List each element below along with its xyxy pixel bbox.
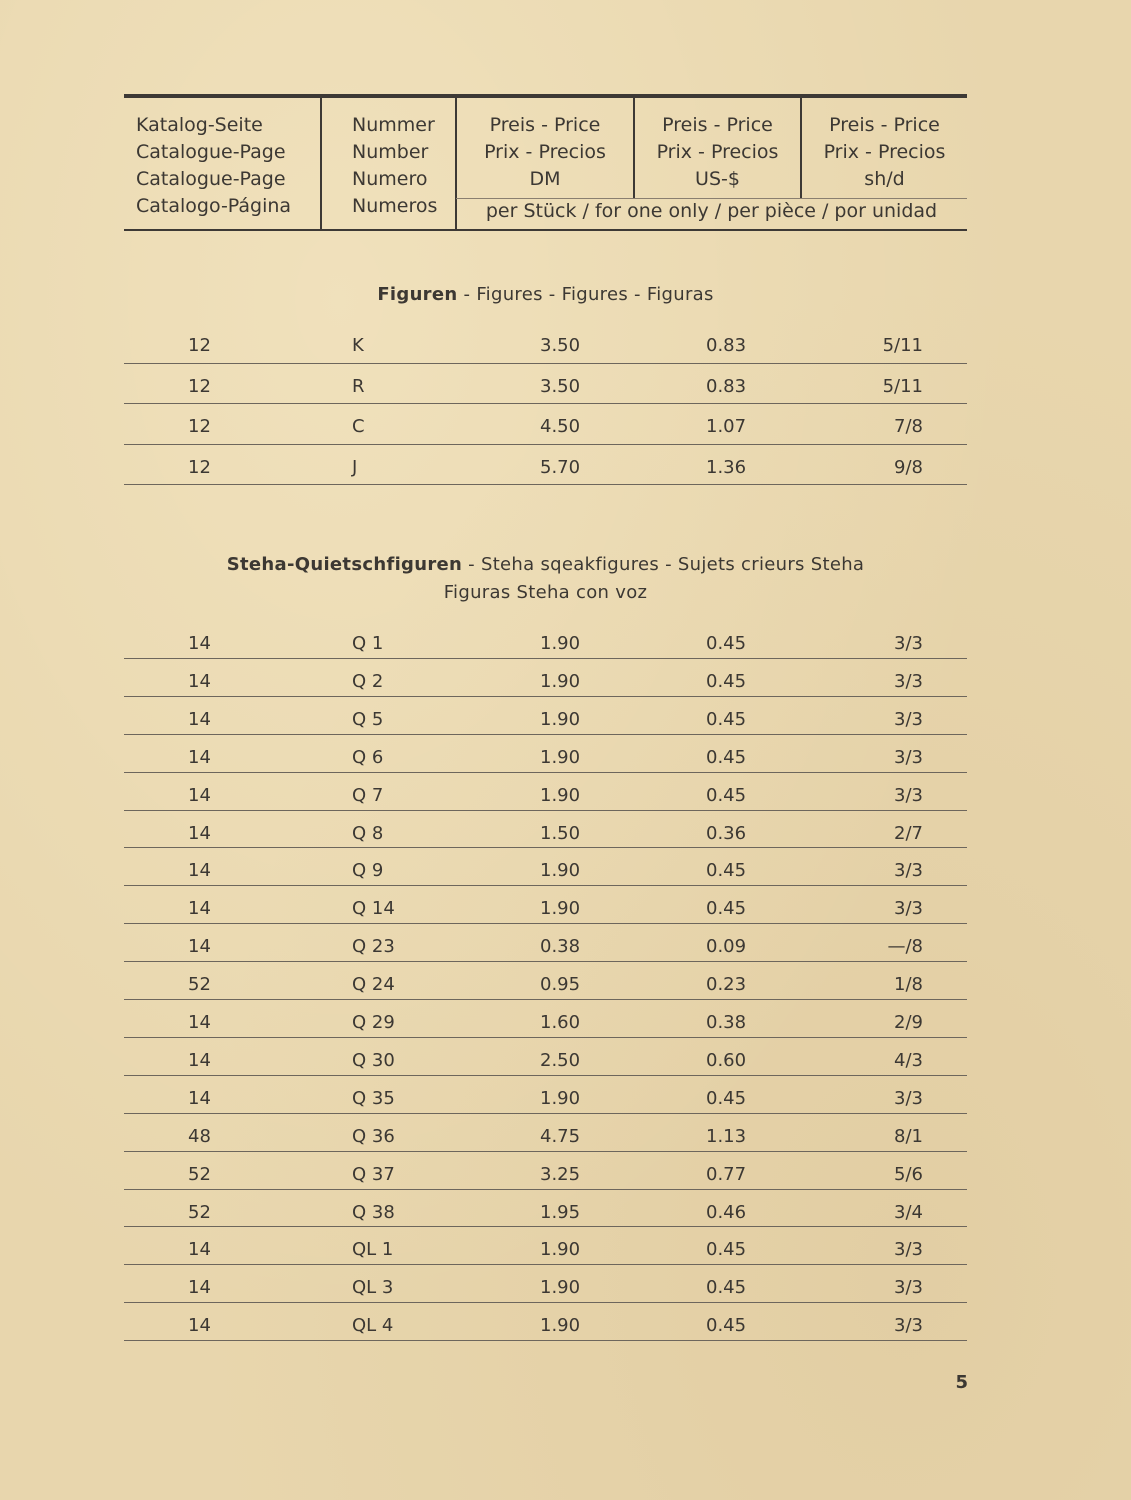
cell-dm: 4.75 (540, 1125, 581, 1147)
cell-sh: 3/3 (894, 1277, 923, 1299)
row-rule (124, 772, 967, 773)
cell-dm: 1.90 (540, 1239, 581, 1261)
cell-sh: 2/9 (894, 1012, 923, 1033)
header-line: Catalogo-Página (136, 195, 292, 217)
section-title-bold: Steha-Quietschfiguren (226, 554, 463, 575)
cell-number: Q 5 (352, 708, 384, 730)
cell-us: 0.45 (706, 860, 747, 882)
section-title-rest: - Figures - Figures - Figuras (457, 284, 714, 305)
cell-sh: 5/6 (894, 1163, 923, 1185)
header-number-column (352, 112, 437, 220)
row-rule (124, 847, 967, 848)
cell-number: Q 35 (352, 1087, 395, 1109)
section-title-bold: Figuren (377, 284, 458, 305)
cell-us: 0.46 (706, 1201, 747, 1223)
header-dm-column (458, 112, 632, 193)
cell-sh: 1/8 (894, 974, 923, 996)
row-rule (124, 1264, 967, 1265)
cell-dm: 0.95 (540, 974, 581, 996)
header-thin-rule (456, 198, 967, 199)
cell-page: 12 (188, 335, 211, 356)
header-per-unit: per Stück / for one only / per pièce / por unidad (485, 200, 938, 222)
row-rule (124, 363, 967, 364)
table-row (124, 633, 967, 671)
row-rule (124, 1037, 967, 1038)
cell-number: K (352, 335, 364, 356)
row-rule (124, 403, 967, 404)
header-line: Number (352, 141, 429, 163)
cell-dm: 0.38 (540, 936, 581, 958)
header-line: Katalog-Seite (136, 114, 263, 136)
cell-us: 0.45 (706, 1277, 747, 1299)
cell-dm: 1.90 (540, 860, 581, 882)
table-row (124, 936, 967, 974)
cell-sh: 5/11 (882, 375, 923, 397)
cell-page: 14 (188, 822, 211, 844)
cell-page: 52 (188, 1201, 211, 1223)
cell-dm: 1.90 (540, 670, 581, 692)
table-row (124, 1050, 967, 1088)
header-line: Numeros (352, 195, 438, 217)
cell-us: 0.83 (706, 375, 747, 397)
cell-page: 52 (188, 974, 211, 996)
cell-number: C (352, 416, 365, 438)
cell-page: 14 (188, 670, 211, 692)
row-rule (124, 696, 967, 697)
table-row (124, 709, 967, 747)
cell-us: 1.13 (706, 1125, 747, 1147)
table-row (124, 1239, 967, 1277)
cell-sh: 9/8 (894, 456, 923, 478)
cell-sh: 3/3 (894, 1087, 923, 1109)
cell-sh: 3/3 (894, 898, 923, 920)
header-line: Preis - Price (489, 114, 601, 136)
row-rule (124, 1189, 967, 1190)
row-rule (124, 961, 967, 962)
row-rule (124, 1151, 967, 1152)
row-rule (124, 734, 967, 735)
cell-page: 14 (188, 1049, 211, 1071)
row-rule (124, 1075, 967, 1076)
header-line: Prix - Precios (656, 141, 779, 163)
header-line: US-$ (695, 168, 740, 190)
cell-page: 14 (188, 633, 211, 654)
header-line: Prix - Precios (823, 141, 946, 163)
table-row (124, 1012, 967, 1050)
header-sh-column (802, 112, 967, 193)
cell-page: 14 (188, 898, 211, 920)
row-rule (124, 923, 967, 924)
cell-number: Q 7 (352, 784, 384, 806)
cell-dm: 2.50 (540, 1049, 581, 1071)
cell-dm: 3.50 (540, 335, 581, 356)
row-rule (124, 1113, 967, 1114)
row-rule (124, 1340, 967, 1341)
cell-page: 52 (188, 1163, 211, 1185)
cell-number: J (352, 456, 358, 478)
header-line: Preis - Price (829, 114, 940, 136)
header-page-column (136, 112, 291, 220)
table-row (124, 1088, 967, 1126)
table-row (124, 1202, 967, 1240)
cell-us: 0.45 (706, 633, 747, 654)
header-bottom-rule (124, 229, 967, 231)
cell-page: 14 (188, 1239, 211, 1261)
cell-sh: 3/3 (894, 670, 923, 692)
cell-dm: 1.90 (540, 898, 581, 920)
row-rule (124, 885, 967, 886)
table-row (124, 1126, 967, 1164)
table-row (124, 671, 967, 709)
cell-sh: 3/3 (894, 746, 923, 768)
row-rule (124, 1226, 967, 1227)
cell-dm: 1.90 (540, 708, 581, 730)
header-line: Nummer (352, 114, 435, 136)
cell-number: QL 1 (352, 1239, 394, 1261)
cell-us: 1.07 (706, 416, 747, 438)
cell-sh: —/8 (887, 936, 923, 958)
cell-dm: 3.25 (540, 1163, 581, 1185)
cell-number: Q 38 (352, 1201, 395, 1223)
cell-us: 0.23 (706, 974, 747, 996)
cell-number: Q 29 (352, 1012, 395, 1033)
cell-page: 14 (188, 1012, 211, 1033)
table-row (124, 785, 967, 823)
cell-page: 48 (188, 1125, 211, 1147)
cell-number: R (352, 375, 365, 397)
cell-dm: 1.90 (540, 746, 581, 768)
cell-number: Q 37 (352, 1163, 395, 1185)
section-title-squeak (124, 554, 967, 575)
cell-number: Q 2 (352, 670, 384, 692)
cell-us: 0.45 (706, 708, 747, 730)
cell-us: 0.38 (706, 1012, 747, 1033)
cell-dm: 1.60 (540, 1012, 581, 1033)
table-row (124, 1277, 967, 1315)
cell-us: 0.77 (706, 1163, 747, 1185)
cell-us: 0.83 (706, 335, 747, 356)
cell-sh: 3/3 (894, 1239, 923, 1261)
cell-number: QL 3 (352, 1277, 394, 1299)
cell-dm: 1.90 (540, 1087, 581, 1109)
section-title-figures (124, 284, 967, 305)
cell-page: 14 (188, 936, 211, 958)
cell-sh: 3/3 (894, 1315, 923, 1337)
section-title-squeak-line2: Figuras Steha con voz (443, 582, 648, 603)
cell-number: Q 6 (352, 746, 384, 768)
cell-number: Q 9 (352, 860, 384, 882)
cell-dm: 4.50 (540, 416, 581, 438)
header-line: sh/d (864, 168, 905, 190)
cell-number: Q 24 (352, 974, 395, 996)
header-line: Numero (352, 168, 428, 190)
header-line: DM (529, 168, 561, 190)
row-rule (124, 1302, 967, 1303)
row-rule (124, 658, 967, 659)
page-number: 5 (955, 1372, 968, 1393)
cell-us: 0.09 (706, 936, 747, 958)
cell-number: Q 14 (352, 898, 395, 920)
cell-page: 14 (188, 784, 211, 806)
cell-page: 12 (188, 375, 211, 397)
header-line: Preis - Price (662, 114, 773, 136)
cell-page: 14 (188, 1277, 211, 1299)
cell-dm: 1.90 (540, 1315, 581, 1337)
cell-us: 0.45 (706, 784, 747, 806)
cell-dm: 1.95 (540, 1201, 581, 1223)
cell-sh: 3/4 (894, 1201, 923, 1223)
table-row (124, 898, 967, 936)
cell-page: 14 (188, 708, 211, 730)
row-rule (124, 484, 967, 485)
cell-number: QL 4 (352, 1315, 394, 1337)
cell-us: 0.45 (706, 898, 747, 920)
cell-number: Q 30 (352, 1049, 395, 1071)
cell-page: 12 (188, 456, 211, 478)
header-us-column (635, 112, 800, 193)
table-row (124, 823, 967, 861)
cell-number: Q 8 (352, 822, 384, 844)
cell-sh: 3/3 (894, 708, 923, 730)
cell-page: 14 (188, 1087, 211, 1109)
cell-dm: 3.50 (540, 375, 581, 397)
row-rule (124, 810, 967, 811)
cell-us: 0.45 (706, 670, 747, 692)
cell-us: 0.45 (706, 746, 747, 768)
table-row (124, 860, 967, 898)
cell-sh: 4/3 (894, 1049, 923, 1071)
cell-sh: 2/7 (894, 822, 923, 844)
cell-number: Q 36 (352, 1125, 395, 1147)
cell-us: 0.45 (706, 1315, 747, 1337)
cell-page: 14 (188, 746, 211, 768)
table-row (124, 335, 967, 373)
cell-page: 14 (188, 1315, 211, 1337)
header-line: Prix - Precios (484, 141, 606, 163)
table-row (124, 1164, 967, 1202)
cell-page: 14 (188, 860, 211, 882)
header-line: Catalogue-Page (136, 141, 286, 163)
cell-us: 1.36 (706, 456, 747, 478)
cell-dm: 1.90 (540, 633, 581, 654)
cell-sh: 8/1 (894, 1125, 923, 1147)
header-line: Catalogue-Page (136, 168, 286, 190)
header-divider (320, 96, 322, 230)
table-row (124, 416, 967, 454)
table-row (124, 1315, 967, 1353)
cell-page: 12 (188, 416, 211, 438)
table-row (124, 376, 967, 414)
cell-sh: 3/3 (894, 784, 923, 806)
cell-us: 0.45 (706, 1239, 747, 1261)
header-top-rule (124, 94, 967, 98)
row-rule (124, 444, 967, 445)
cell-sh: 5/11 (882, 335, 923, 356)
section-title-rest: - Steha sqeakfigures - Sujets crieurs Steha (462, 554, 865, 575)
cell-number: Q 23 (352, 936, 395, 958)
cell-us: 0.60 (706, 1049, 747, 1071)
cell-us: 0.36 (706, 822, 747, 844)
cell-dm: 1.90 (540, 1277, 581, 1299)
cell-sh: 3/3 (894, 860, 923, 882)
cell-sh: 3/3 (894, 633, 923, 654)
cell-dm: 1.50 (540, 822, 581, 844)
cell-dm: 1.90 (540, 784, 581, 806)
cell-dm: 5.70 (540, 456, 581, 478)
table-row (124, 747, 967, 785)
table-row (124, 974, 967, 1012)
table-row (124, 457, 967, 495)
cell-number: Q 1 (352, 633, 384, 654)
row-rule (124, 999, 967, 1000)
cell-sh: 7/8 (894, 416, 923, 438)
cell-us: 0.45 (706, 1087, 747, 1109)
